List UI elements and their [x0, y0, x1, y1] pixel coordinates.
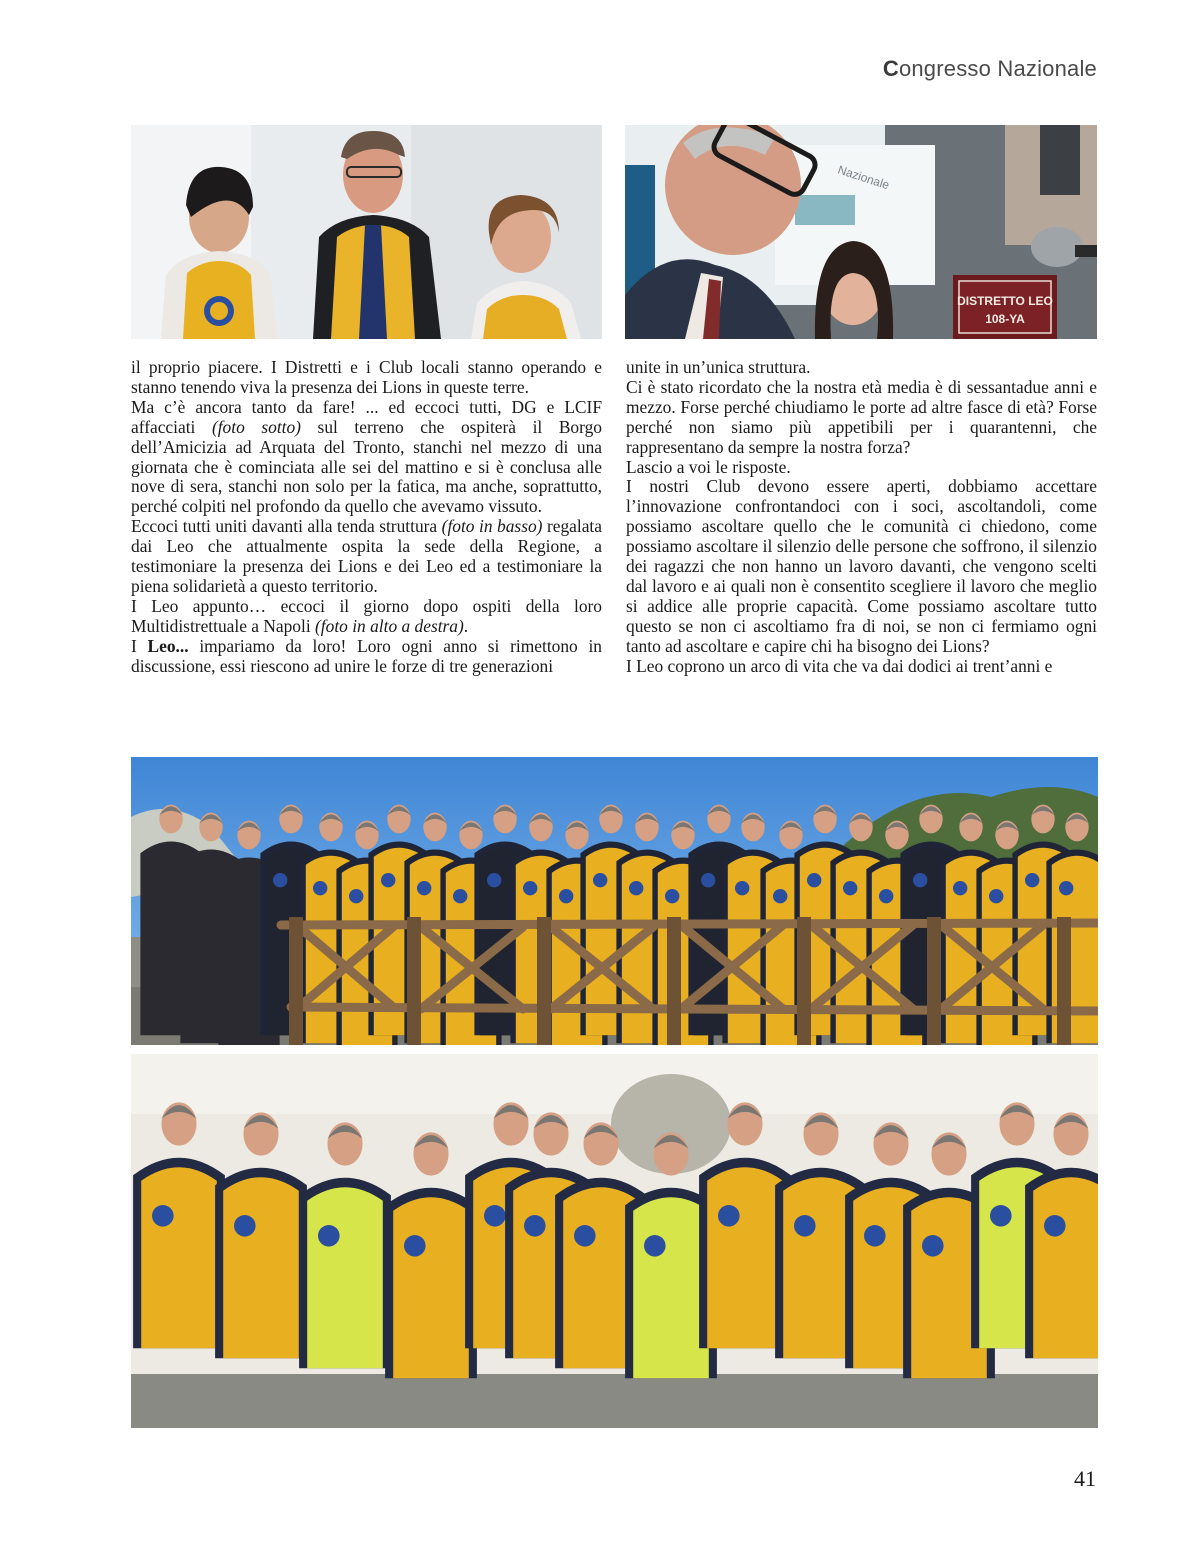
photo-selfie-distretto-leo-icon	[625, 125, 1097, 339]
paragraph	[131, 637, 602, 677]
paragraph	[131, 517, 602, 597]
photo-top-left	[131, 125, 602, 339]
text-run: I Leo appunto… eccoci il giorno dopo ospiti della loro Multidistrettuale a Napoli	[131, 595, 602, 636]
photo-reference: (foto in basso)	[441, 516, 543, 537]
photo-reference: (foto sotto)	[211, 416, 301, 437]
text-run: I	[131, 635, 148, 656]
text-run: impariamo da loro! Loro ogni anno si rimettono in discussione, essi riescono ad unire le forze di tre generazioni	[131, 635, 602, 676]
paragraph: il proprio piacere. I Distretti e i Club locali stanno operando e stanno tenendo viva la presenza dei Lions in queste terre.	[131, 357, 602, 397]
article-column-left	[131, 358, 602, 677]
sign-code-text: 108-YA	[985, 312, 1025, 326]
paragraph	[131, 597, 602, 637]
text-run: Eccoci tutti uniti davanti alla tenda struttura	[131, 516, 442, 537]
sign-distretto-text: DISTRETTO LEO	[957, 294, 1053, 308]
page-number: 41	[1074, 1466, 1096, 1491]
bold-text: Leo...	[147, 635, 189, 656]
photo-reference: (foto in alto a destra)	[315, 615, 464, 636]
paragraph: unite in un’unica struttura.	[626, 357, 811, 377]
photo-top-right	[625, 125, 1097, 339]
paragraph: I nostri Club devono essere aperti, dobbiamo accettare l’innovazione confrontandoci con i soci, ascoltandoli, come possiamo ascoltare quello che le comunità ci chiedono, come possiamo ascoltare il silenzio delle persone che soffrono, il silenzio dei ragazzi che non hanno un lavoro davanti, che vengono scelti dal lavoro e ai quali non è consentito scegliere il lavoro che meglio si addice alle proprie capacità. Come possiamo ascoltare tutto questo se non ci ascoltiamo fra di noi, se non ci fermiamo ogni tanto ad ascoltare e capire chi ha bisogno dei Lions?	[626, 476, 1097, 656]
photo-three-people-lions-vests-icon	[131, 125, 602, 339]
banner-text: Nazionale	[836, 162, 892, 193]
text-run: regalata dai Leo che attualmente ospita la sede della Regione, a testimoniare la presenza dei Lions e dei Leo ed a testimoniare la piena solidarietà a questo territorio.	[131, 516, 602, 596]
paragraph	[131, 398, 602, 517]
photo-bottom	[131, 1054, 1098, 1428]
article-column-right	[626, 358, 1097, 677]
photo-middle	[131, 757, 1098, 1045]
photo-group-in-front-of-tent-icon	[131, 1054, 1098, 1428]
text-run: .	[463, 615, 469, 636]
section-title-rest: ongresso Nazionale	[898, 56, 1097, 81]
text-run: Ma c’è ancora tanto da fare! ... ed eccoci tutti, DG e LCIF affacciati	[131, 396, 602, 437]
paragraph: Lascio a voi le risposte.	[626, 456, 791, 477]
paragraph: Ci è stato ricordato che la nostra età media è di sessantadue anni e mezzo. Forse perché chiudiamo le porte ad altre fasce di età? Forse perché non siamo più appetibili per i quarantenni, che rappresentano da sempre la nostra forza?	[626, 376, 1097, 457]
paragraph: I Leo coprono un arco di vita che va dai dodici ai trent’anni e	[626, 655, 1053, 676]
photo-group-at-wooden-fence-icon	[131, 757, 1098, 1045]
section-title	[883, 56, 1097, 82]
text-run: sul terreno che ospiterà il Borgo dell’Amicizia ad Arquata del Tronto, stanchi nel mezzo di una giornata che è cominciata alle sei del mattino e si è conclusa alle nove di sera, stanchi non solo per la fatica, ma anche, soprattutto, perché colpiti nel profondo da quello che avevamo vissuto.	[131, 416, 602, 517]
section-title-initial: C	[882, 56, 899, 81]
